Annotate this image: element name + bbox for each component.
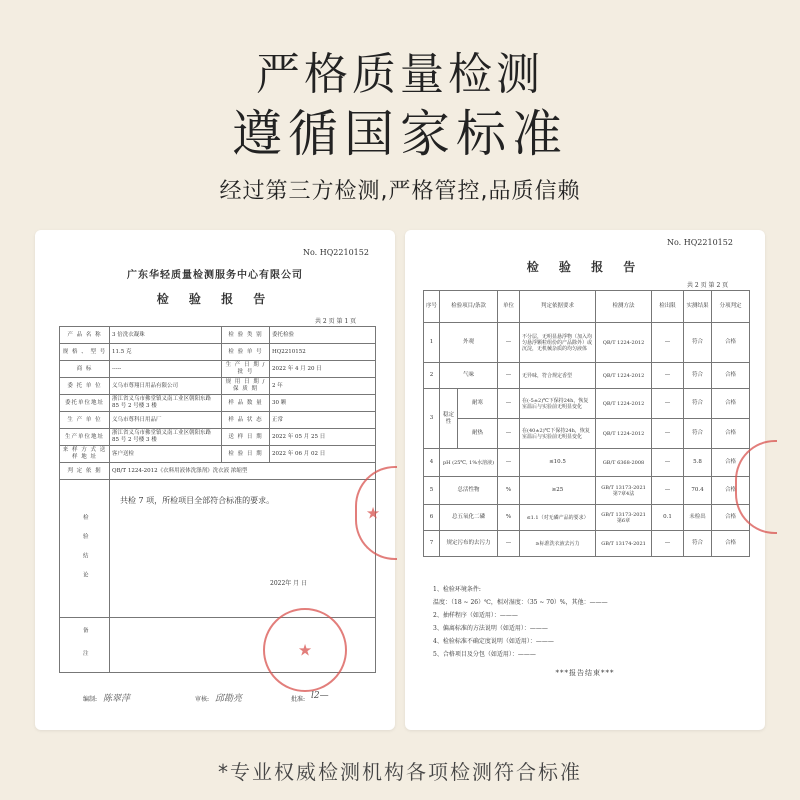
stability-group-label: 稳定性 [440,389,458,449]
table-cell: 规 格 、 型 号 [60,344,110,361]
table-cell: 11.5 克 [110,344,222,361]
table-cell: — [498,419,520,449]
table-cell: % [498,477,520,505]
table-cell: 商 标 [60,361,110,378]
table-cell: HQ2210152 [270,344,376,361]
table-cell: 30 颗 [270,395,376,412]
table-row [60,378,376,395]
table-cell: 规 用 日 期 / 保 质 期 [222,378,270,395]
table-row [60,446,376,463]
condition-line: 3、偏离标准的方法说明（如适用）：——— [433,625,548,632]
test-results-table [423,290,750,557]
table-cell: 义乌市尊翔日用品有限公司 [110,378,222,395]
conclusion-label: 检 验 结 论 [60,480,110,618]
header-cell: 检出限 [652,291,684,323]
table-cell: 耐热 [458,419,498,449]
table-cell: 2 年 [270,378,376,395]
header-cell: 检测方法 [596,291,652,323]
table-cell: 合格 [712,477,750,505]
header-cell: 单位 [498,291,520,323]
page-indicator: 共 2 页 第 2 页 [687,282,729,289]
header-cell: 检验项目/条款 [440,291,498,323]
page-indicator: 共 2 页 第 1 页 [315,318,357,325]
table-cell: 1 [424,323,440,363]
table-row [424,477,750,505]
table-row [60,327,376,344]
table-cell: % [498,505,520,531]
table-cell: 合格 [712,419,750,449]
table-row [424,505,750,531]
table-cell: 义乌市尊科日用品厂 [110,412,222,429]
criteria-row [60,463,376,480]
criteria-value: QB/T 1224-2012《衣料用液体洗涤剂》洗衣液 浓缩型 [110,463,376,480]
table-cell: GB/T 6368-2008 [596,449,652,477]
table-cell: — [652,449,684,477]
table-cell: 产 品 名 称 [60,327,110,344]
table-cell: — [498,531,520,557]
table-cell: — [652,477,684,505]
table-cell: 不分层，无明显悬浮物（加入均匀悬浮颗粒组份的产品除外）或沉淀，无机械杂质的均匀液体 [520,323,596,363]
table-cell: 规定污布的去污力 [440,531,498,557]
table-cell: 耐寒 [458,389,498,419]
table-cell: 客户送检 [110,446,222,463]
headline-top: 严格质量检测 [256,49,544,100]
table-cell: 0.1 [652,505,684,531]
table-row [424,419,750,449]
table-cell: ≥标准洗衣液去污力 [520,531,596,557]
table-cell: QB/T 1224-2012 [596,389,652,419]
condition-line: 4、检验标准不确定度说明（如适用）：——— [433,638,554,645]
condition-line: 1、检验环境条件: [433,586,481,593]
table-cell: 浙江省义乌市佛堂镇义南工业区朝阳东路 85 号 2 号楼 3 楼 [110,395,222,412]
table-row [424,449,750,477]
editor-label: 编制: [83,696,98,703]
table-cell: ≤1.1（对无磷产品的要求） [520,505,596,531]
table-cell: 气味 [440,363,498,389]
table-cell: — [498,449,520,477]
table-cell: 在(40±2)℃下保持24h，恢复室温后与实验前无明显变化 [520,419,596,449]
star-icon: ★ [297,640,313,660]
table-cell: 检 验 单 号 [222,344,270,361]
table-row [424,531,750,557]
table-cell: GB/T 13173-2021 第6章 [596,505,652,531]
official-seal-stamp [263,608,347,692]
table-cell: 总活性物 [440,477,498,505]
table-cell: GB/T 13174-2021 [596,531,652,557]
reviewer-label: 审核: [195,696,210,703]
table-cell: QB/T 1224-2012 [596,363,652,389]
table-cell: QB/T 1224-2012 [596,323,652,363]
table-row [60,344,376,361]
remark-label: 备 注 [60,618,110,673]
table-cell: QB/T 1224-2012 [596,419,652,449]
headline-main: 遵循国家标准 [232,105,568,163]
table-cell: 合格 [712,323,750,363]
table-cell: 生产单位地址 [60,429,110,446]
table-cell: ≥25 [520,477,596,505]
reviewer-signature: 邱勘亮 [215,694,243,704]
approver-signature: l2— [311,691,329,701]
table-cell: 外观 [440,323,498,363]
report-number: No. HQ2210152 [667,238,733,247]
report-page-1 [35,230,395,730]
header-cell: 实测结果 [684,291,712,323]
table-cell: 委托单位地址 [60,395,110,412]
header-cell: 序号 [424,291,440,323]
table-row [424,323,750,363]
table-cell: 合格 [712,449,750,477]
conclusion-text: 共检 7 项，所检项目全部符合标准的要求。 [120,496,275,505]
table-cell: 在(-5±2)℃下保持24h，恢复室温后与实验前无明显变化 [520,389,596,419]
table-cell: 5.8 [684,449,712,477]
report-title: 检 验 报 告 [156,292,274,306]
table-row [424,363,750,389]
table-cell: 70.4 [684,477,712,505]
table-cell: 合格 [712,389,750,419]
table-cell: 2022 年 4 月 20 日 [270,361,376,378]
test-conditions [433,583,608,661]
table-row [424,389,750,419]
table-cell: 合格 [712,531,750,557]
table-cell: 检 验 类 别 [222,327,270,344]
table-cell: — [652,419,684,449]
table-cell: — [498,363,520,389]
table-cell: — [652,363,684,389]
subtitle: 经过第三方检测,严格管控,品质信赖 [219,179,581,204]
table-cell: pH (25℃, 1%水溶液) [440,449,498,477]
header-cell: 分项判定 [712,291,750,323]
table-cell: 2 [424,363,440,389]
table-row [60,395,376,412]
approver-label: 批准: [291,696,306,703]
table-cell: ----- [110,361,222,378]
table-row [60,412,376,429]
table-cell: 样 品 数 量 [222,395,270,412]
table-cell: 6 [424,505,440,531]
table-cell: 无异味，符合规定香型 [520,363,596,389]
table-cell: 浙江省义乌市佛堂镇义南工业区朝阳东路 85 号 2 号楼 3 楼 [110,429,222,446]
table-cell: 送 样 日 期 [222,429,270,446]
conclusion-date: 2022年 月 日 [270,579,308,587]
table-cell: 3 [424,389,440,449]
table-cell: — [498,389,520,419]
table-cell: 4 [424,449,440,477]
table-cell: 2022 年 06 月 02 日 [270,446,376,463]
table-cell: 符合 [684,389,712,419]
table-cell: GB/T 13173-2021 第7章4法 [596,477,652,505]
table-cell: ≤10.5 [520,449,596,477]
table-cell: — [652,531,684,557]
organization-name: 广东华轻质量检测服务中心有限公司 [127,270,303,281]
conclusion-row [60,480,376,618]
table-cell: 5 [424,477,440,505]
footer-note: *专业权威检测机构各项检测符合标准 [218,760,582,784]
report-title: 检 验 报 告 [526,260,644,274]
table-cell: 符合 [684,531,712,557]
table-cell: 总五氧化二磷 [440,505,498,531]
table-cell: 3 倍洗衣凝珠 [110,327,222,344]
table-cell: 来 样 方 式 送 样 地 址 [60,446,110,463]
table-row [60,429,376,446]
criteria-label: 判 定 依 据 [60,463,110,480]
table-cell: 委 托 单 位 [60,378,110,395]
table-header-row [424,291,750,323]
header-cell: 判定依据要求 [520,291,596,323]
table-cell: 样 品 状 态 [222,412,270,429]
table-cell: — [652,389,684,419]
report-page-2 [405,230,765,730]
star-icon: ★ [365,503,381,523]
table-cell: — [652,323,684,363]
table-row [60,361,376,378]
report-end-marker: ***报告结束*** [555,669,615,677]
table-cell: 2022 年 05 月 25 日 [270,429,376,446]
table-cell: 合格 [712,363,750,389]
table-cell: 7 [424,531,440,557]
table-cell: 符合 [684,419,712,449]
condition-line: 2、抽样程序（如适用）：——— [433,612,518,619]
table-cell: 委托检验 [270,327,376,344]
table-cell: 检 验 日 期 [222,446,270,463]
editor-signature: 陈翠萍 [103,694,131,704]
table-cell: 生 产 日 期 / 批 号 [222,361,270,378]
condition-line: 5、合格项目及分包（如适用）：——— [433,651,536,658]
table-cell: 生 产 单 位 [60,412,110,429]
table-cell: 未检出 [684,505,712,531]
table-cell: 符合 [684,323,712,363]
table-cell: 符合 [684,363,712,389]
report-number: No. HQ2210152 [303,248,369,257]
table-cell: 正常 [270,412,376,429]
conclusion-cell [110,480,376,618]
table-cell: — [498,323,520,363]
condition-line: 温度：（18 ~ 26）℃，相对湿度：（35 ~ 70）%，其他：——— [433,599,608,606]
table-cell: 合格 [712,505,750,531]
